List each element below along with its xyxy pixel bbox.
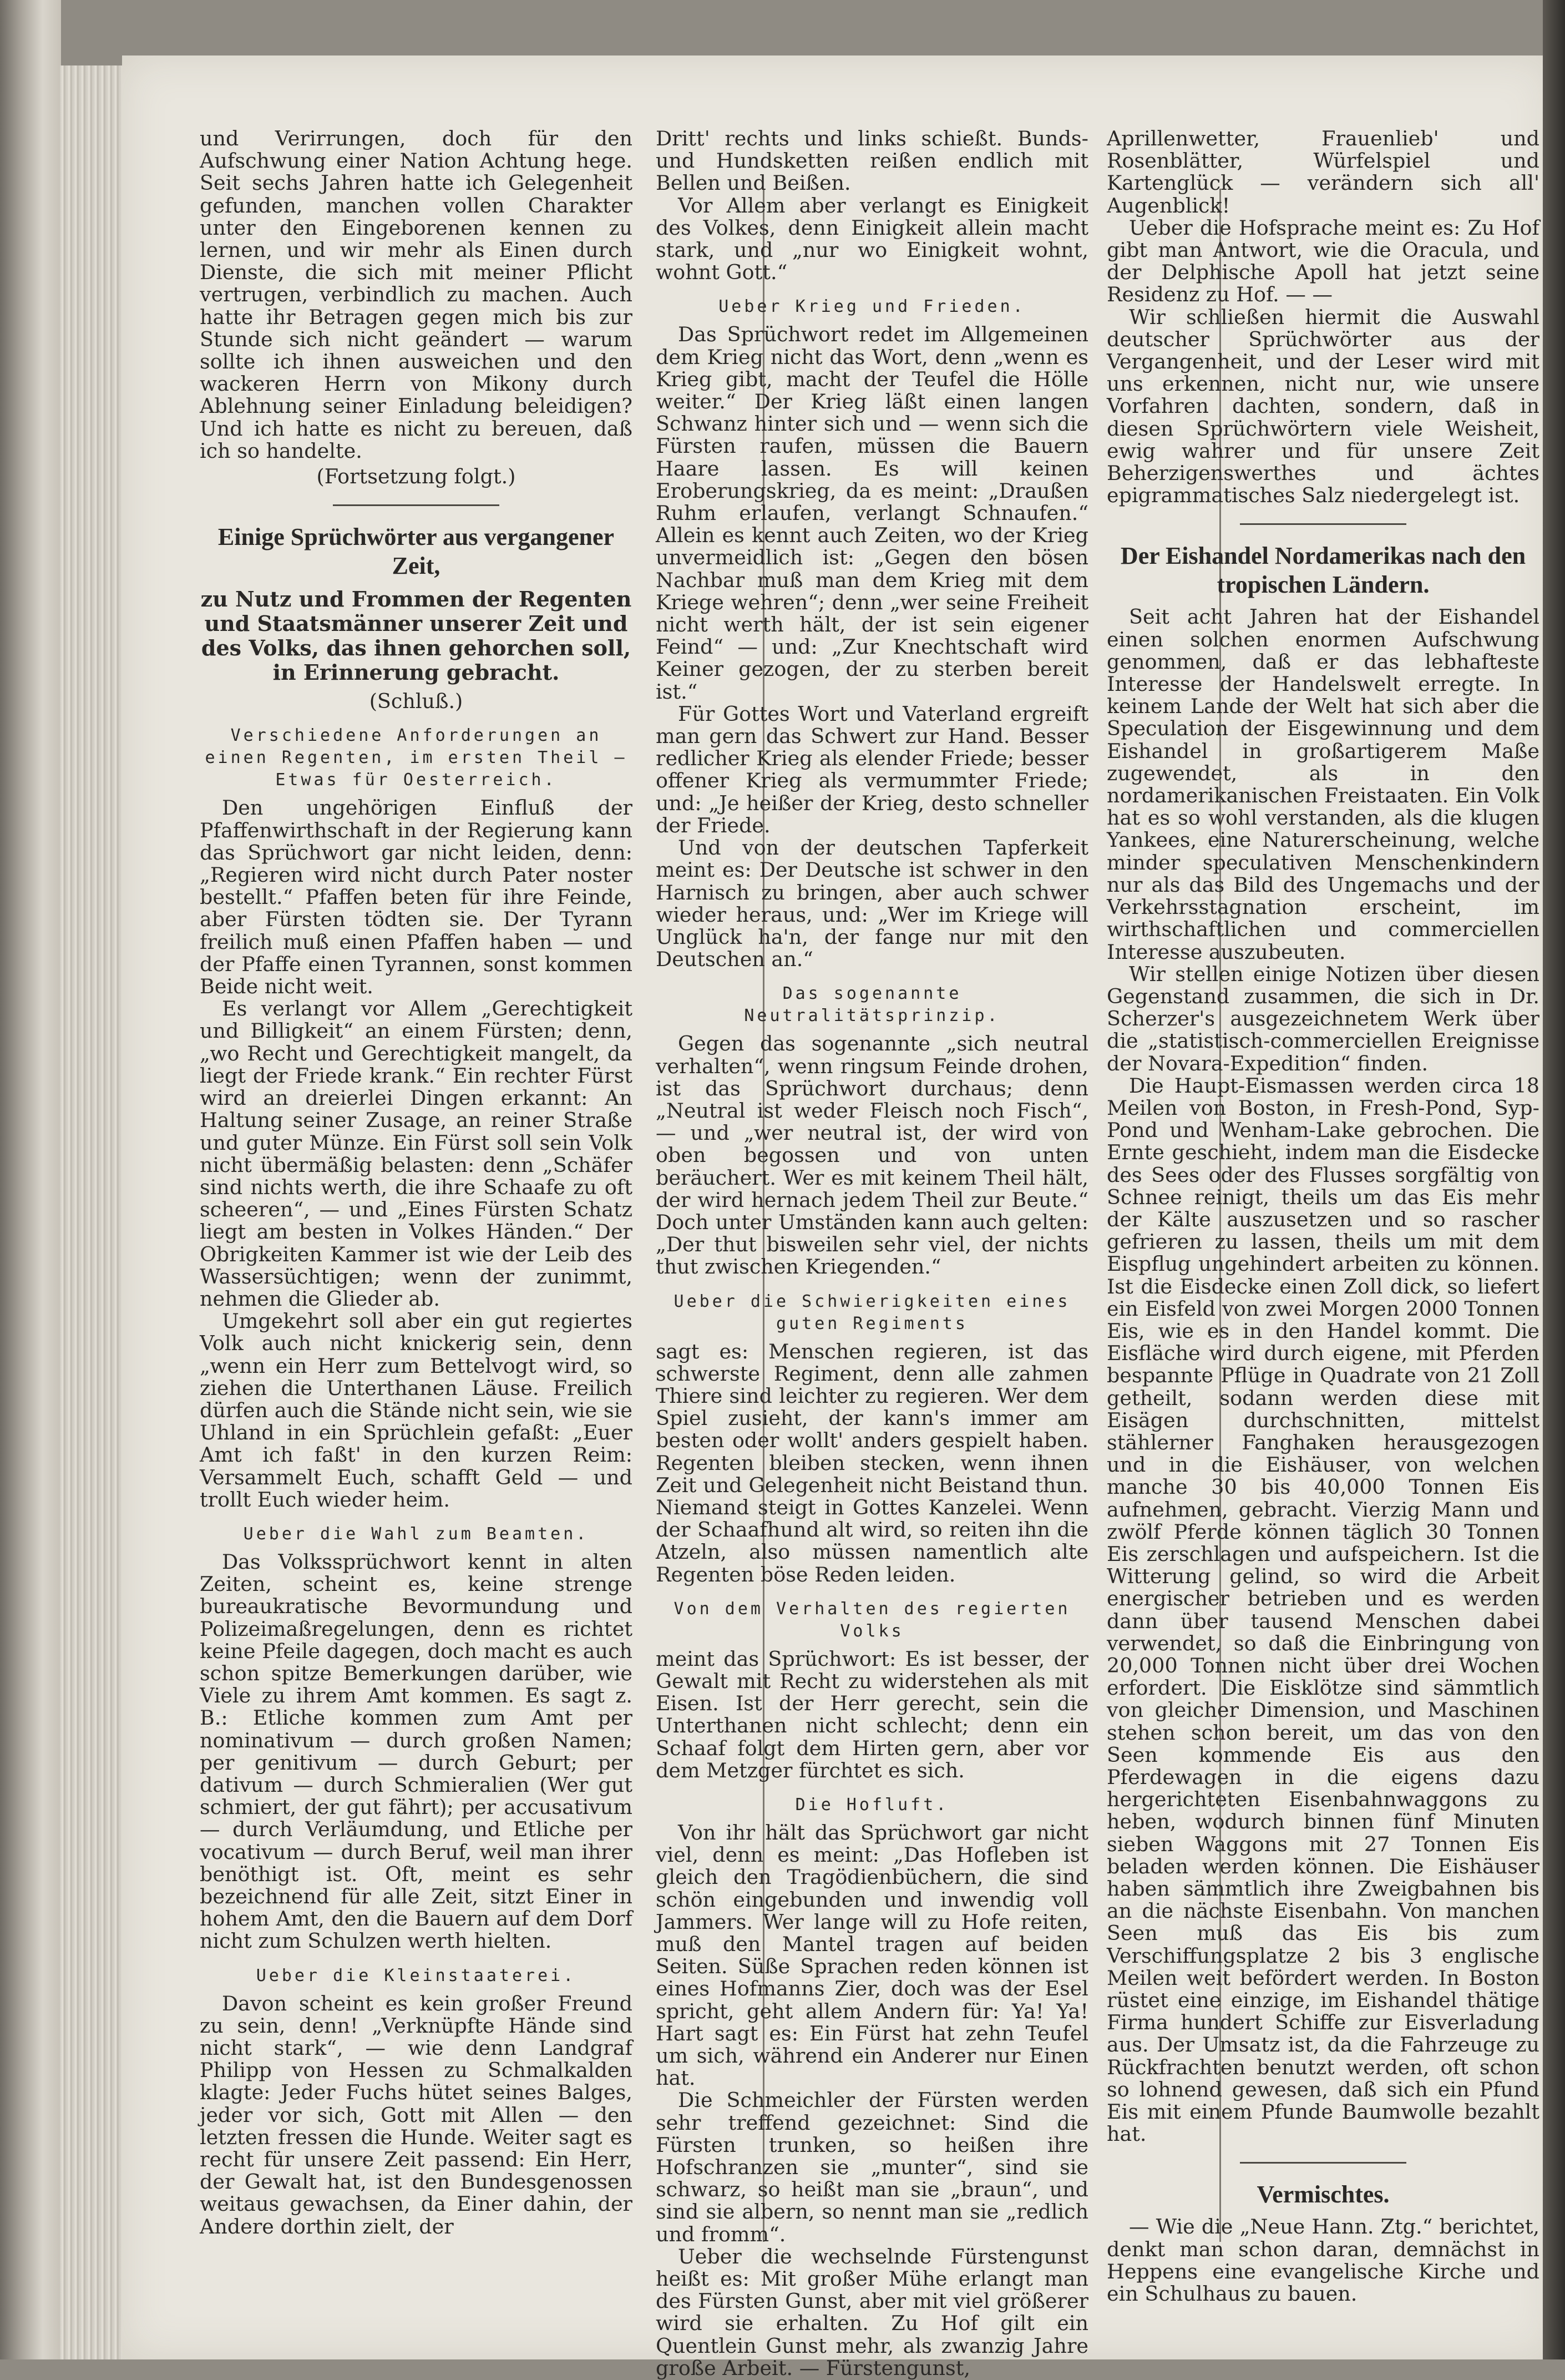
paragraph: Davon scheint es kein großer Freund zu sein, denn! „Verknüpfte Hände sind nicht stark“, — wie denn Landgraf Philipp von Hessen zu Schmalkalden klagte: Jeder Fuchs hütet seines Balges, jeder vor sich, Gott mit Allen — den letzten fressen die Hunde. Weiter sagt es recht für unsere Zeit passend: Ein Herr, der Gewalt hat, ist den Bundesgenossen weitaus gewachsen, da Einer dahin, der Andere dorthin zielt, der xyxy=(200,1991,632,2238)
paragraph: Umgekehrt soll aber ein gut regiertes Volk auch nicht knickerig sein, denn „wenn ein Herr zum Bettelvogt wird, so ziehen die Unterthanen Läuse. Freilich dürfen auch die Stände nicht sein, wie sie Uhland in ein Sprüchlein gefaßt: „Euer Amt ich faßt' in den kurzen Reim: Versammelt Euch, schafft Geld — und trollt Euch wieder heim. xyxy=(200,1309,632,1512)
paragraph: Die Schmeichler der Fürsten werden sehr treffend gezeichnet: Sind die Fürsten trunken, so heißen ihre Hofschranzen sie „munter“, sind sie schwarz, so heißt man sie „braun“, und sind sie albern, so nennt man sie „redlich und fromm“. xyxy=(656,2088,1088,2246)
newspaper-page xyxy=(122,55,1553,2380)
paragraph: Es verlangt vor Allem „Gerechtigkeit und Billigkeit“ an einem Fürsten; denn, „wo Recht und Gerechtigkeit mangelt, da liegt der Friede krank.“ Ein rechter Fürst wird an dreierlei Dingen erkannt: An Haltung seiner Zusage, an reiner Straße und guter Münze. Ein Fürst soll sein Volk nicht übermäßig belasten: denn „Schäfer sind nichts werth, die ihre Schaafe zu oft scheeren“, — und „Eines Fürsten Schatz liegt am besten in Volkes Händen.“ Der Obrigkeiten Kammer ist wie der Leib des Wassersüchtigen; wenn der zunimmt, nehmen die Glieder ab. xyxy=(200,997,632,1311)
paragraph: — Wie die „Neue Hann. Ztg.“ berichtet, denkt man schon daran, demnächst in Heppens eine evangelische Kirche und ein Schulhaus zu bauen. xyxy=(1107,2215,1539,2306)
section-heading: Ueber Krieg und Frieden. xyxy=(718,297,1026,317)
paragraph: sagt es: Menschen regieren, ist das schwerste Regiment, denn alle zahmen Thiere sind leichter zu regieren. Wer dem Spiel zusieht, der kann's immer am besten oder wollt' anders gespielt haben. Regenten bleiben stecken, wenn ihnen Zeit und Gelegenheit nicht Beistand thun. Niemand steigt in Gottes Kanzelei. Wenn der Schaafhund alt wird, so reiten ihn die Atzeln, also müssen namentlich alte Regenten böse Reden leiden. xyxy=(656,1339,1088,1586)
paragraph: Aprillenwetter, Frauenlieb' und Rosenblätter, Würfelspiel und Kartenglück — verändern sich all' Augenblick! xyxy=(1107,127,1539,218)
paragraph: Von ihr hält das Sprüchwort gar nicht viel, denn es meint: „Das Hofleben ist gleich den Tragödienbüchern, die sind schön eingebunden und inwendig voll Jammers. Wer lange will zu Hofe reiten, muß den Mantel tragen auf beiden Seiten. Süße Sprachen reden können ist eines Hofmanns Zier, doch was der Esel spricht, geht allem Andern für: Ya! Ya! Hart sagt es: Ein Fürst hat zehn Teufel um sich, während ein Anderer nur Einen hat. xyxy=(656,1821,1088,2090)
section-divider xyxy=(1240,523,1406,525)
section-heading: Ueber die Kleinstaaterei. xyxy=(256,1965,576,1985)
paragraph: Wir stellen einige Notizen über diesen Gegenstand zusammen, die sich in Dr. Scherzer's ausgezeichnetem Werk über die „statistisch-commerciellen Ereignisse der Novara-Expedition“ finden. xyxy=(1107,962,1539,1075)
editorial-note: (Fortsetzung folgt.) xyxy=(316,464,516,489)
section-heading: Von dem Verhalten des regierten Volks xyxy=(673,1599,1071,1641)
paragraph: Ueber die wechselnde Fürstengunst heißt es: Mit großer Mühe erlangt man des Fürsten Gunst, aber mit viel größerer wird sie erhalten. Zu Hof gilt ein Quentlein Gunst mehr, als zwanzig Jahre große Arbeit. — Fürstengunst, xyxy=(656,2244,1088,2380)
paragraph: Vor Allem aber verlangt es Einigkeit des Volkes, denn Einigkeit allein macht stark, und „nur wo Einigkeit wohnt, wohnt Gott.“ xyxy=(656,193,1088,285)
paragraph: Ueber die Hofsprache meint es: Zu Hof gibt man Antwort, wie die Oracula, und der Delphische Apoll hat jetzt seine Residenz zu Hof. — — xyxy=(1107,215,1539,307)
paragraph: Das Volkssprüchwort kennt in alten Zeiten, scheint es, keine strenge bureaukratische Bevormundung und Polizeimaßregelungen, denn es richtet keine Pfeile dagegen, doch macht es auch schon spitze Bemerkungen darüber, wie Viele zu ihrem Amt kommen. Es sagt z. B.: Etliche kommen zum Amt per nominativum — durch großen Namen; per genitivum — durch Geburt; per dativum — durch Schmieralien (Wer gut schmiert, der gut fährt); per accusativum — durch Verläumdung, und Etliche per vocativum — durch Beruf, weil man ihrer benöthigt ist. Oft, meint es sehr bezeichnend für alle Zeit, sitzt Einer in hohem Amt, den die Bauern auf dem Dorf nicht zum Schulzen werth hielten. xyxy=(200,1549,632,1953)
editorial-note: (Schluß.) xyxy=(369,689,463,714)
paragraph: Das Sprüchwort redet im Allgemeinen dem Krieg nicht das Wort, denn „wenn es Krieg gibt, macht der Teufel die Hölle weiter.“ Der Krieg läßt einen langen Schwanz hinter sich und — wenn sich die Fürsten raufen, müssen die Bauern Haare lassen. Es will keinen Eroberungskrieg, da es meint: „Draußen Ruhm erlaufen, verlangt Schnaufen.“ Allein es kennt auch Zeiten, wo der Krieg unvermeidlich ist: „Gegen den bösen Nachbar muß man dem Krieg mit dem Kriege wehren“; denn „wer seine Freiheit nicht werth hält, der ist sein eigener Feind“ — und: „Zur Knechtschaft wird Keiner gezogen, der zu sterben bereit ist.“ xyxy=(656,322,1088,704)
section-heading: Verschiedene Anforderungen an einen Regenten, im ersten Theil — Etwas für Oesterreich. xyxy=(205,726,627,790)
paragraph: Den ungehörigen Einfluß der Pfaffenwirthschaft in der Regierung kann das Sprüchwort gar nicht leiden, denn: „Regieren wird nicht durch Pater noster bestellt.“ Pfaffen beten für ihre Feinde, aber Fürsten tödten sie. Der Tyrann freilich muß einen Pfaffen haben — und der Pfaffe einen Tyrannen, sonst kommen Beide nicht weit. xyxy=(200,796,632,999)
section-heading: Ueber die Schwierigkeiten eines guten Regiments xyxy=(673,1291,1071,1333)
article-subtitle: zu Nutz und Frommen der Regenten und Staatsmänner unserer Zeit und des Volks, das ihnen gehorchen soll, in Erinnerung gebracht. xyxy=(200,587,632,685)
section-heading: Das sogenannte Neutralitätsprinzip. xyxy=(744,984,1000,1026)
paragraph: Die Haupt-Eismassen werden circa 18 Meilen von Boston, in Fresh-Pond, Syp-Pond und Wenham-Lake gebrochen. Die Ernte geschieht, indem man die Eisdecke des Sees oder des Flusses sorgfältig von Schnee reinigt, theils um das Eis mehr der Kälte auszusetzen und so rascher gefrieren zu lassen, theils um mit dem Eispflug ungehindert arbeiten zu können. Ist die Eisdecke einen Zoll dick, so liefert ein Eisfeld von zwei Morgen 2000 Tonnen Eis, wie es in den Handel kommt. Die Eisfläche wird durch eigene, mit Pferden bespannte Pflüge in Quadrate von 21 Zoll getheilt, sodann werden diese mit Eisägen durchschnitten, mittelst stählerner Fanghaken herausgezogen und in die Eishäuser, von welchen manche 30 bis 40,000 Tonnen Eis aufnehmen, gebracht. Vierzig Mann und zwölf Pferde können täglich 30 Tonnen Eis zerschlagen und aufspeichern. Ist die Witterung gelind, so wird die Arbeit energischer betrieben und es werden dann über tausend Menschen dabei verwendet, so daß die Einbringung von 20,000 Tonnen nicht über drei Wochen erfordert. Die Eisklötze sind sämmtlich von gleicher Dimension, und Maschinen stehen schon bereit, um das von den Seen kommende Eis aus den Pferdewagen in die eigens dazu hergerichteten Eisenbahnwaggons zu heben, wodurch binnen fünf Minuten sieben Waggons mit 27 Tonnen Eis beladen werden können. Die Eishäuser haben sämmtlich ihre Zweigbahnen bis an die nächste Eisenbahn. Von manchen Seen muß das Eis bis zum Verschiffungsplatze 2 bis 3 englische Meilen weit befördert werden. In Boston rüstet eine einzige, im Eishandel thätige Firma hundert Schiffe zur Eisverladung aus. Der Umsatz ist, da die Fahrzeuge zu Rückfrachten benutzt werden, oft schon so lohnend gewesen, daß sich ein Pfund Eis mit einem Pfunde Baumwolle bezahlt hat. xyxy=(1107,1073,1539,2146)
paragraph: meint das Sprüchwort: Es ist besser, der Gewalt mit Recht zu widerstehen als mit Eisen. Ist der Herr gerecht, sein die Unterthanen nicht schlecht; denn ein Schaaf folgt dem Hirten gern, aber vor dem Metzger fürchtet es sich. xyxy=(656,1646,1088,1782)
section-heading: Die Hofluft. xyxy=(795,1795,949,1815)
book-page-edges xyxy=(60,65,126,2359)
paragraph: Seit acht Jahren hat der Eishandel einen solchen enormen Aufschwung genommen, daß er das lebhafteste Interesse der Handelswelt erregte. In keinem Lande der Welt hat sich aber die Speculation der Eisgewinnung und dem Eishandel in großartigerem Maße zugewendet, als in den nordamerikanischen Freistaaten. Ein Volk hat es so wohl verstanden, als die klugen Yankees, eine Naturerscheinung, welche minder speculativen Menschenkindern nur als das Bild des Ungemachs und der Verkehrsstagnation erscheint, im wirthschaftlichen und commerciellen Interesse auszubeuten. xyxy=(1107,605,1539,964)
text-column-left xyxy=(200,128,632,2238)
paragraph: Wir schließen hiermit die Auswahl deutscher Sprüchwörter aus der Vergangenheit, und der Leser wird mit uns erkennen, nicht nur, wie unsere Vorfahren dachten, sondern, daß in diesen Sprüchwörtern viele Weisheit, ewig wahrer und für unsere Zeit Beherzigenswerthes und ächtes epigrammatisches Salz niedergelegt ist. xyxy=(1107,305,1539,508)
text-column-middle xyxy=(656,128,1088,2379)
paragraph: Dritt' rechts und links schießt. Bunds- und Hundsketten reißen endlich mit Bellen und Beißen. xyxy=(656,127,1088,195)
scan-background-right xyxy=(1543,0,1565,2359)
paragraph: Gegen das sogenannte „sich neutral verhalten“, wenn ringsum Feinde drohen, ist das Sprüchwort durchaus; denn „Neutral ist weder Fleisch noch Fisch“, — und „wer neutral ist, der wird von oben begossen und von unten beräuchert. Wer es mit keinem Theil hält, der wird hernach jedem Theil zur Beute.“ Doch unter Umständen kann auch gelten: „Der thut bisweilen sehr viel, der nichts thut zwischen Kriegenden.“ xyxy=(656,1032,1088,1279)
article-title: Einige Sprüchwörter aus vergangener Zeit, xyxy=(217,523,615,580)
scan-background-left xyxy=(0,0,61,2359)
article-title: Der Eishandel Nordamerikas nach den tropischen Ländern. xyxy=(1120,542,1526,599)
text-column-right xyxy=(1107,128,1539,2305)
article-title: Vermischtes. xyxy=(1257,2181,1390,2209)
paragraph: Für Gottes Wort und Vaterland ergreift man gern das Schwert zur Hand. Besser redlicher Krieg als elender Friede; besser offener Krieg als vermummter Friede; und: „Je heißer der Krieg, desto schneller der Friede. xyxy=(656,701,1088,837)
section-divider xyxy=(1240,2162,1406,2164)
paragraph: Und von der deutschen Tapferkeit meint es: Der Deutsche ist schwer in den Harnisch zu bringen, aber auch schwer wieder heraus, und: „Wer im Kriege will Unglück ha'n, der fange nur mit den Deutschen an.“ xyxy=(656,836,1088,972)
paragraph: und Verirrungen, doch für den Aufschwung einer Nation Achtung hege. Seit sechs Jahren hatte ich Gelegenheit gefunden, manchen vollen Charakter unter den Eingeborenen kennen zu lernen, und wir mehr als Einen durch Dienste, die sich mit meiner Pflicht vertrugen, verbindlich zu machen. Auch hatte ihr Betragen gegen mich bis zur Stunde sich nicht geändert — warum sollte ich ihnen ausweichen und den wackeren Herrn von Mikony durch Ablehnung seiner Einladung beleidigen? Und ich hatte es nicht zu bereuen, daß ich so handelte. xyxy=(200,127,632,463)
section-heading: Ueber die Wahl zum Beamten. xyxy=(243,1524,589,1544)
section-divider xyxy=(333,504,499,506)
